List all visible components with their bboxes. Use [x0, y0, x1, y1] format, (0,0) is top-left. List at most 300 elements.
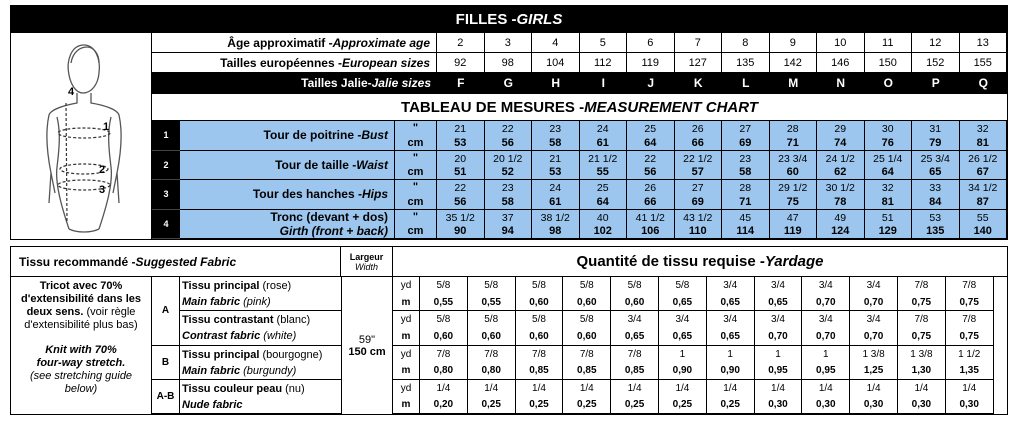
measure-cm-cell: 53 — [437, 136, 485, 151]
fabric-name-en: Main fabric — [182, 296, 241, 308]
unit-inches: " — [395, 180, 437, 195]
measure-inches-cell: 24 — [580, 121, 628, 136]
yardage-yd-cell: 1/4 — [946, 380, 994, 397]
yardage-yd-cell: 7/8 — [898, 277, 946, 294]
yardage-header-en: Yardage — [764, 253, 824, 270]
width-header — [341, 247, 393, 277]
measure-inches-cell: 25 1/4 — [865, 151, 913, 166]
measure-inches-cell: 29 1/2 — [770, 180, 818, 195]
measure-cm-cell: 60 — [770, 165, 818, 180]
yardage-yd-cell: 1/4 — [898, 380, 946, 397]
yardage-m-cell: 0,65 — [659, 328, 707, 345]
desc-fr-line: deux sens. — [26, 306, 84, 318]
info-cell: 4 — [532, 33, 580, 53]
yardage-m-cell: 0,65 — [659, 294, 707, 311]
info-cell: G — [485, 73, 533, 93]
yardage-m-cell: 0,60 — [611, 294, 659, 311]
yardage-m-cell: 0,60 — [563, 294, 611, 311]
unit-cm: cm — [395, 136, 437, 151]
width-cm: 150 cm — [348, 345, 386, 358]
info-cell: 155 — [960, 53, 1008, 73]
yardage-m-cell: 0,70 — [850, 328, 898, 345]
yardage-yd-cell: 5/8 — [516, 277, 564, 294]
measure-cm-cell: 52 — [485, 165, 533, 180]
measure-inches-cell: 43 1/2 — [675, 210, 723, 225]
yardage-m-cell: 0,95 — [802, 363, 850, 380]
measure-cm-cell: 66 — [675, 136, 723, 151]
info-cell: 11 — [865, 33, 913, 53]
info-row-label — [152, 33, 437, 53]
measure-cm-cell: 78 — [817, 195, 865, 210]
yardage-m-cell: 0,60 — [563, 328, 611, 345]
yardage-m-cell: 0,85 — [563, 363, 611, 380]
info-cell: 9 — [770, 33, 818, 53]
measure-cm-cell: 71 — [722, 195, 770, 210]
yardage-yd-cell: 1/4 — [516, 380, 564, 397]
yardage-yd-cell: 1/4 — [420, 380, 468, 397]
unit-cm: cm — [395, 165, 437, 180]
measure-cm-cell: 140 — [960, 224, 1008, 239]
measure-number: 3 — [152, 180, 180, 210]
yardage-m-cell: 0,80 — [420, 363, 468, 380]
measure-label-fr: Tour de taille - — [275, 157, 357, 172]
size-chart-table — [10, 5, 1008, 240]
fabric-note-fr: (nu) — [282, 382, 305, 395]
yardage-m-cell: 0,20 — [420, 397, 468, 414]
info-row-label — [152, 73, 437, 93]
yardage-m-cell: 0,30 — [802, 397, 850, 414]
info-row-label-fr: Tailles européennes - — [220, 55, 342, 70]
measure-cm-cell: 76 — [865, 136, 913, 151]
measure-inches-cell: 35 1/2 — [437, 210, 485, 225]
info-cell: 8 — [722, 33, 770, 53]
yardage-m-cell: 0,90 — [707, 363, 755, 380]
fabric-name-en: Main fabric — [182, 364, 241, 377]
yardage-header-fr: Quantité de tissu requise - — [576, 253, 765, 270]
unit-m: m — [393, 328, 420, 345]
info-cell: J — [627, 73, 675, 93]
measure-inches-cell: 45 — [722, 210, 770, 225]
yardage-m-cell: 0,70 — [755, 328, 803, 345]
yardage-yd-cell: 3/4 — [802, 311, 850, 328]
measure-cm-cell: 75 — [770, 195, 818, 210]
measure-inches-cell: 27 — [675, 180, 723, 195]
info-cell: 127 — [675, 53, 723, 73]
yardage-yd-cell: 7/8 — [516, 346, 564, 363]
unit-yd: yd — [393, 277, 420, 294]
desc-fr-line: d'extensibilité dans les — [21, 293, 141, 305]
fabric-name-fr: Tissu principal — [182, 280, 260, 292]
measure-inches-cell: 24 1/2 — [817, 151, 865, 166]
measure-cm-cell: 74 — [817, 136, 865, 151]
unit-cm: cm — [395, 224, 437, 239]
measure-cm-cell: 64 — [627, 136, 675, 151]
measure-cm-cell: 51 — [437, 165, 485, 180]
yardage-m-cell: 1,35 — [946, 363, 994, 380]
fabric-row-label — [180, 380, 341, 414]
info-cell: 142 — [770, 53, 818, 73]
fabric-note-en: (white) — [260, 330, 297, 343]
measure-inches-cell: 51 — [865, 210, 913, 225]
yardage-header — [393, 247, 1007, 277]
fabric-name-fr: Tissu principal — [182, 348, 260, 361]
unit-m: m — [393, 363, 420, 380]
yardage-m-cell: 0,85 — [516, 363, 564, 380]
measure-cm-cell: 65 — [912, 165, 960, 180]
fabric-name-en: Nude fabric — [182, 398, 243, 411]
measure-cm-cell: 69 — [675, 195, 723, 210]
info-row-label-en: Approximate age — [332, 35, 430, 50]
info-cell: 112 — [580, 53, 628, 73]
fabric-group-code: B — [152, 346, 180, 380]
yardage-yd-cell: 1/4 — [659, 380, 707, 397]
figure-label-1: 1 — [103, 121, 110, 133]
yardage-m-cell: 0,70 — [850, 294, 898, 311]
info-cell: N — [817, 73, 865, 93]
measure-number: 1 — [152, 121, 180, 151]
measure-cm-cell: 102 — [580, 224, 628, 239]
fabric-group-code: A-B — [152, 380, 180, 414]
measure-cm-cell: 71 — [770, 136, 818, 151]
yardage-m-cell: 0,65 — [707, 328, 755, 345]
yardage-yd-cell: 1 — [755, 346, 803, 363]
yardage-yd-cell: 1/4 — [802, 380, 850, 397]
measure-inches-cell: 25 3/4 — [912, 151, 960, 166]
measure-label-fr: Tour des hanches - — [252, 187, 362, 202]
yardage-yd-cell: 3/4 — [659, 311, 707, 328]
info-row-label-fr: Tailles Jalie- — [301, 76, 372, 90]
yardage-yd-cell: 1 3/8 — [850, 346, 898, 363]
measure-inches-cell: 28 — [722, 180, 770, 195]
info-cell: I — [580, 73, 628, 93]
measure-inches-cell: 30 — [865, 121, 913, 136]
measure-label-en: Waist — [356, 157, 388, 172]
fabric-row-label — [180, 311, 341, 345]
measure-cm-cell: 66 — [627, 195, 675, 210]
measure-cm-cell: 58 — [485, 195, 533, 210]
info-cell: 150 — [865, 53, 913, 73]
measure-cm-cell: 64 — [580, 195, 628, 210]
width-header-fr: Largeur — [349, 251, 384, 262]
yardage-yd-cell: 3/4 — [755, 311, 803, 328]
yardage-m-cell: 0,60 — [468, 328, 516, 345]
fabric-note-fr: (bourgogne) — [259, 348, 323, 361]
measure-cm-cell: 119 — [770, 224, 818, 239]
yardage-yd-cell: 3/4 — [707, 277, 755, 294]
info-cell: 152 — [912, 53, 960, 73]
yardage-m-cell: 0,30 — [946, 397, 994, 414]
yardage-yd-cell: 1 — [659, 346, 707, 363]
yardage-m-cell: 0,60 — [420, 328, 468, 345]
yardage-yd-cell: 3/4 — [707, 311, 755, 328]
info-cell: F — [437, 73, 485, 93]
measure-inches-cell: 23 3/4 — [770, 151, 818, 166]
fabric-description — [11, 277, 152, 414]
info-row-label-en: European sizes — [341, 55, 430, 70]
measure-label-en: Hips — [361, 187, 388, 202]
measure-inches-cell: 26 — [675, 121, 723, 136]
measure-cm-cell: 61 — [532, 195, 580, 210]
info-cell: Q — [960, 73, 1008, 93]
measure-inches-cell: 21 — [532, 151, 580, 166]
yardage-yd-cell: 1/4 — [468, 380, 516, 397]
yardage-m-cell: 0,70 — [802, 294, 850, 311]
yardage-m-cell: 0,70 — [802, 328, 850, 345]
yardage-m-cell: 0,25 — [563, 397, 611, 414]
unit-m: m — [393, 294, 420, 311]
measure-inches-cell: 21 — [437, 121, 485, 136]
yardage-yd-cell: 7/8 — [563, 346, 611, 363]
measure-cm-cell: 58 — [722, 165, 770, 180]
yardage-m-cell: 0,95 — [755, 363, 803, 380]
measure-cm-cell: 94 — [485, 224, 533, 239]
measure-inches-cell: 28 — [770, 121, 818, 136]
yardage-m-cell: 0,55 — [420, 294, 468, 311]
info-cell: 92 — [437, 53, 485, 73]
measure-cm-cell: 56 — [627, 165, 675, 180]
measure-inches-cell: 53 — [912, 210, 960, 225]
yardage-m-cell: 0,25 — [707, 397, 755, 414]
measure-inches-cell: 47 — [770, 210, 818, 225]
measure-inches-cell: 30 1/2 — [817, 180, 865, 195]
unit-yd: yd — [393, 311, 420, 328]
yardage-yd-cell: 1/4 — [755, 380, 803, 397]
info-cell: L — [722, 73, 770, 93]
yardage-yd-cell: 7/8 — [468, 346, 516, 363]
yardage-m-cell: 0,65 — [755, 294, 803, 311]
unit-yd: yd — [393, 346, 420, 363]
measure-number: 4 — [152, 210, 180, 240]
yardage-yd-cell: 7/8 — [420, 346, 468, 363]
unit-m: m — [393, 397, 420, 414]
measure-inches-cell: 23 — [532, 121, 580, 136]
measure-inches-cell: 25 — [580, 180, 628, 195]
figure-label-3: 3 — [99, 184, 106, 196]
yardage-yd-cell: 7/8 — [611, 346, 659, 363]
yardage-m-cell: 0,60 — [516, 328, 564, 345]
figure-label-4: 4 — [68, 86, 75, 98]
measure-cm-cell: 56 — [485, 136, 533, 151]
yardage-yd-cell: 1 3/8 — [898, 346, 946, 363]
measure-inches-cell: 38 1/2 — [532, 210, 580, 225]
info-cell: 6 — [627, 33, 675, 53]
yardage-m-cell: 0,80 — [468, 363, 516, 380]
measure-inches-cell: 32 — [865, 180, 913, 195]
figure-label-2: 2 — [99, 164, 106, 176]
yardage-yd-cell: 5/8 — [468, 277, 516, 294]
info-cell: 146 — [817, 53, 865, 73]
yardage-yd-cell: 3/4 — [850, 311, 898, 328]
unit-cm: cm — [395, 195, 437, 210]
measure-cm-cell: 81 — [960, 136, 1008, 151]
info-cell: 98 — [485, 53, 533, 73]
yardage-m-cell: 0,60 — [516, 294, 564, 311]
yardage-yd-cell: 7/8 — [898, 311, 946, 328]
measure-inches-cell: 33 — [912, 180, 960, 195]
measure-cm-cell: 67 — [960, 165, 1008, 180]
yardage-yd-cell: 3/4 — [755, 277, 803, 294]
yardage-m-cell: 0,75 — [946, 294, 994, 311]
desc-en-line: Knit with 70% — [45, 344, 117, 356]
yardage-yd-cell: 1/4 — [611, 380, 659, 397]
yardage-m-cell: 0,25 — [468, 397, 516, 414]
measure-inches-cell: 41 1/2 — [627, 210, 675, 225]
yardage-yd-cell: 5/8 — [659, 277, 707, 294]
yardage-m-cell: 1,25 — [850, 363, 898, 380]
desc-en-line: four-way stretch. — [36, 357, 126, 369]
measure-cm-cell: 62 — [817, 165, 865, 180]
info-cell: 7 — [675, 33, 723, 53]
info-cell: 135 — [722, 53, 770, 73]
yardage-m-cell: 0,85 — [611, 363, 659, 380]
desc-fr-note: d'extensibilité plus bas) — [24, 319, 138, 331]
measure-cm-cell: 53 — [532, 165, 580, 180]
measure-inches-cell: 22 — [437, 180, 485, 195]
yardage-m-cell: 0,75 — [898, 328, 946, 345]
measure-label-en: Girth (front + back) — [279, 223, 388, 238]
yardage-yd-cell: 3/4 — [611, 311, 659, 328]
yardage-m-cell: 0,25 — [611, 397, 659, 414]
yardage-yd-cell: 7/8 — [946, 277, 994, 294]
desc-en-note: (see stretching guide — [29, 370, 133, 382]
fabric-note-fr: (blanc) — [273, 314, 311, 327]
yardage-yd-cell: 5/8 — [468, 311, 516, 328]
yardage-yd-cell: 5/8 — [563, 311, 611, 328]
measure-inches-cell: 25 — [627, 121, 675, 136]
measure-inches-cell: 34 1/2 — [960, 180, 1008, 195]
measure-cm-cell: 135 — [912, 224, 960, 239]
fabric-header-en: Suggested Fabric — [135, 254, 237, 269]
measure-inches-cell: 22 1/2 — [675, 151, 723, 166]
yardage-m-cell: 0,30 — [850, 397, 898, 414]
fabric-note-en: (pink) — [240, 296, 271, 308]
measure-inches-cell: 22 — [485, 121, 533, 136]
fabric-note-en: (burgundy) — [240, 364, 297, 377]
fabric-note-fr: (rose) — [259, 280, 292, 292]
yardage-m-cell: 0,90 — [659, 363, 707, 380]
fabric-header-fr: Tissu recommandé - — [19, 254, 136, 269]
info-cell: 3 — [485, 33, 533, 53]
measure-inches-cell: 29 — [817, 121, 865, 136]
measure-cm-cell: 84 — [912, 195, 960, 210]
measure-cm-cell: 79 — [912, 136, 960, 151]
yardage-yd-cell: 3/4 — [850, 277, 898, 294]
desc-en-note: below) — [64, 383, 98, 395]
measure-cm-cell: 114 — [722, 224, 770, 239]
measure-cm-cell: 98 — [532, 224, 580, 239]
fabric-name-en: Contrast fabric — [182, 330, 261, 343]
info-cell: H — [532, 73, 580, 93]
yardage-m-cell: 0,25 — [516, 397, 564, 414]
desc-fr-note: (voir règle — [86, 306, 136, 318]
measure-cm-cell: 129 — [865, 224, 913, 239]
info-cell: 13 — [960, 33, 1008, 53]
yardage-yd-cell: 7/8 — [946, 311, 994, 328]
yardage-yd-cell: 5/8 — [563, 277, 611, 294]
unit-inches: " — [395, 121, 437, 136]
measure-inches-cell: 49 — [817, 210, 865, 225]
info-cell: 10 — [817, 33, 865, 53]
measure-inches-cell: 27 — [722, 121, 770, 136]
yardage-m-cell: 0,30 — [755, 397, 803, 414]
yardage-m-cell: 0,65 — [611, 328, 659, 345]
measure-cm-cell: 124 — [817, 224, 865, 239]
title-fr: FILLES - — [455, 10, 517, 28]
info-cell: M — [770, 73, 818, 93]
measure-cm-cell: 55 — [580, 165, 628, 180]
yardage-yd-cell: 1 — [802, 346, 850, 363]
info-cell: 12 — [912, 33, 960, 53]
measure-label — [180, 121, 395, 151]
measurement-title-en: MEASUREMENT CHART — [584, 98, 758, 116]
measure-inches-cell: 24 — [532, 180, 580, 195]
yardage-m-cell: 0,25 — [659, 397, 707, 414]
yardage-yd-cell: 5/8 — [420, 311, 468, 328]
unit-inches: " — [395, 151, 437, 166]
measure-label — [180, 151, 395, 181]
yardage-yd-cell: 5/8 — [611, 277, 659, 294]
title-en: GIRLS — [516, 10, 563, 28]
measure-inches-cell: 23 — [722, 151, 770, 166]
yardage-yd-cell: 5/8 — [516, 311, 564, 328]
unit-yd: yd — [393, 380, 420, 397]
desc-fr-line: Tricot avec 70% — [39, 280, 123, 292]
yardage-yd-cell: 1 1/2 — [946, 346, 994, 363]
measure-inches-cell: 26 1/2 — [960, 151, 1008, 166]
measure-inches-cell: 55 — [960, 210, 1008, 225]
girl-silhouette-icon — [11, 33, 152, 239]
info-cell: 104 — [532, 53, 580, 73]
measurement-title-fr: TABLEAU DE MESURES - — [401, 98, 585, 116]
measure-number: 2 — [152, 151, 180, 181]
measure-cm-cell: 106 — [627, 224, 675, 239]
measure-inches-cell: 22 — [627, 151, 675, 166]
measure-inches-cell: 37 — [485, 210, 533, 225]
measurement-title — [152, 93, 1007, 121]
measure-cm-cell: 61 — [580, 136, 628, 151]
measure-cm-cell: 56 — [437, 195, 485, 210]
measure-inches-cell: 21 1/2 — [580, 151, 628, 166]
yardage-m-cell: 0,65 — [707, 294, 755, 311]
measure-cm-cell: 87 — [960, 195, 1008, 210]
measure-label-en: Bust — [361, 128, 388, 143]
fabric-row-label — [180, 277, 341, 311]
info-cell: K — [675, 73, 723, 93]
measure-cm-cell: 64 — [865, 165, 913, 180]
yardage-yd-cell: 1/4 — [563, 380, 611, 397]
measure-label-fr: Tronc (devant + dos) — [270, 209, 388, 224]
unit-inches: " — [395, 210, 437, 225]
yardage-yd-cell: 3/4 — [802, 277, 850, 294]
yardage-yd-cell: 1/4 — [850, 380, 898, 397]
measure-inches-cell: 20 — [437, 151, 485, 166]
measure-inches-cell: 23 — [485, 180, 533, 195]
fabric-header — [11, 247, 341, 277]
yardage-m-cell: 1,30 — [898, 363, 946, 380]
measure-inches-cell: 26 — [627, 180, 675, 195]
measure-inches-cell: 31 — [912, 121, 960, 136]
measure-cm-cell: 69 — [722, 136, 770, 151]
measure-label-fr: Tour de poitrine - — [263, 128, 362, 143]
measure-label — [180, 180, 395, 210]
width-inches: 59" — [358, 333, 376, 346]
yardage-m-cell: 0,55 — [468, 294, 516, 311]
measure-cm-cell: 57 — [675, 165, 723, 180]
info-row-label — [152, 53, 437, 73]
fabric-name-fr: Tissu couleur peau — [182, 382, 283, 395]
measure-cm-cell: 58 — [532, 136, 580, 151]
fabric-row-label — [180, 346, 341, 380]
